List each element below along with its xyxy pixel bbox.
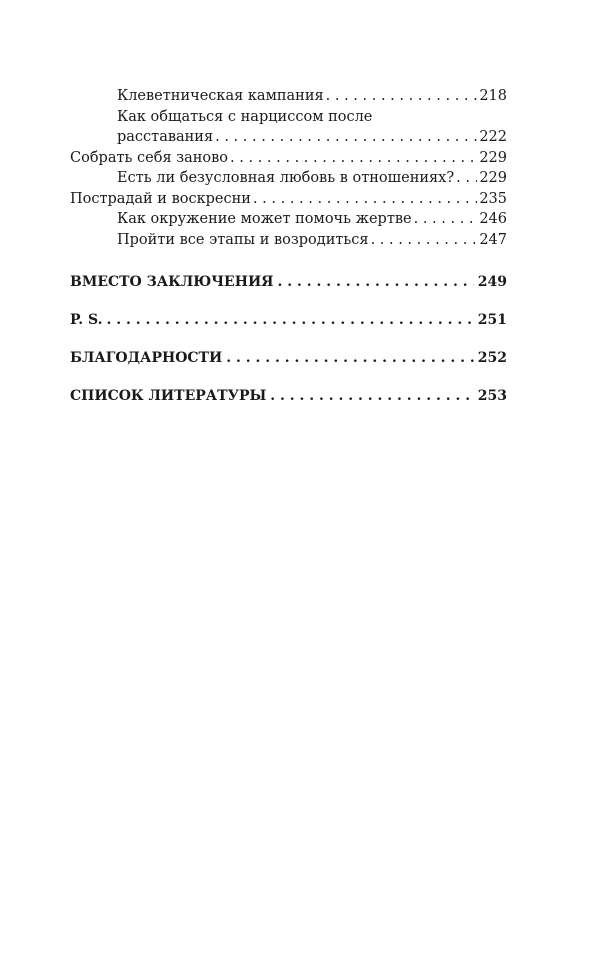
dot-leader	[230, 148, 477, 169]
dot-leader	[106, 312, 473, 328]
table-of-contents	[70, 86, 507, 404]
toc-entry	[70, 86, 507, 107]
toc-entry	[70, 209, 507, 230]
dot-leader	[371, 230, 478, 251]
toc-section	[70, 312, 507, 328]
toc-entry-title: Как окружение может помочь жертве	[117, 211, 412, 227]
toc-section-page: 252	[477, 350, 507, 366]
toc-entry	[70, 230, 507, 251]
toc-entry-page: 229	[479, 149, 507, 166]
toc-entry-page: 246	[479, 211, 507, 227]
dot-leader	[226, 350, 474, 366]
dot-leader	[456, 168, 477, 189]
toc-entry	[70, 127, 507, 148]
toc-entry-title-line2: расставания	[117, 129, 214, 145]
toc-section	[70, 274, 507, 290]
toc-entry	[70, 148, 507, 169]
toc-entry-page: 218	[479, 88, 507, 104]
toc-section-page: 249	[477, 274, 507, 290]
toc-entry-title-line1: Как общаться с нарциссом после	[117, 108, 373, 125]
toc-section	[70, 388, 507, 404]
toc-entry-page: 229	[479, 170, 507, 186]
toc-section-page: 251	[477, 312, 507, 328]
dot-leader	[253, 189, 477, 210]
toc-entry-page: 247	[479, 231, 507, 248]
dot-leader	[326, 86, 478, 107]
toc-entry-title: Пострадай и воскресни	[70, 190, 251, 207]
toc-entry	[70, 189, 507, 210]
toc-entry-page: 235	[479, 190, 507, 207]
toc-entry-title: Собрать себя заново	[70, 149, 229, 166]
dot-leader	[414, 209, 478, 230]
toc-entry-title: Пройти все этапы и возродиться	[117, 231, 369, 248]
dot-leader	[278, 274, 474, 290]
toc-section-title: БЛАГОДАРНОСТИ	[70, 350, 223, 366]
toc-entry-title: Клеветническая кампания	[117, 88, 324, 104]
toc-section-title: ВМЕСТО ЗАКЛЮЧЕНИЯ	[70, 274, 274, 290]
dot-leader	[215, 127, 477, 148]
toc-section	[70, 350, 507, 366]
toc-section-title: P. S.	[70, 312, 103, 328]
toc-entry	[70, 168, 507, 189]
toc-section-title: СПИСОК ЛИТЕРАТУРЫ	[70, 388, 267, 404]
toc-section-page: 253	[477, 388, 507, 404]
toc-entry-page: 222	[479, 129, 507, 145]
toc-entry-title: Есть ли безусловная любовь в отношениях?	[117, 170, 455, 186]
dot-leader	[270, 388, 473, 404]
